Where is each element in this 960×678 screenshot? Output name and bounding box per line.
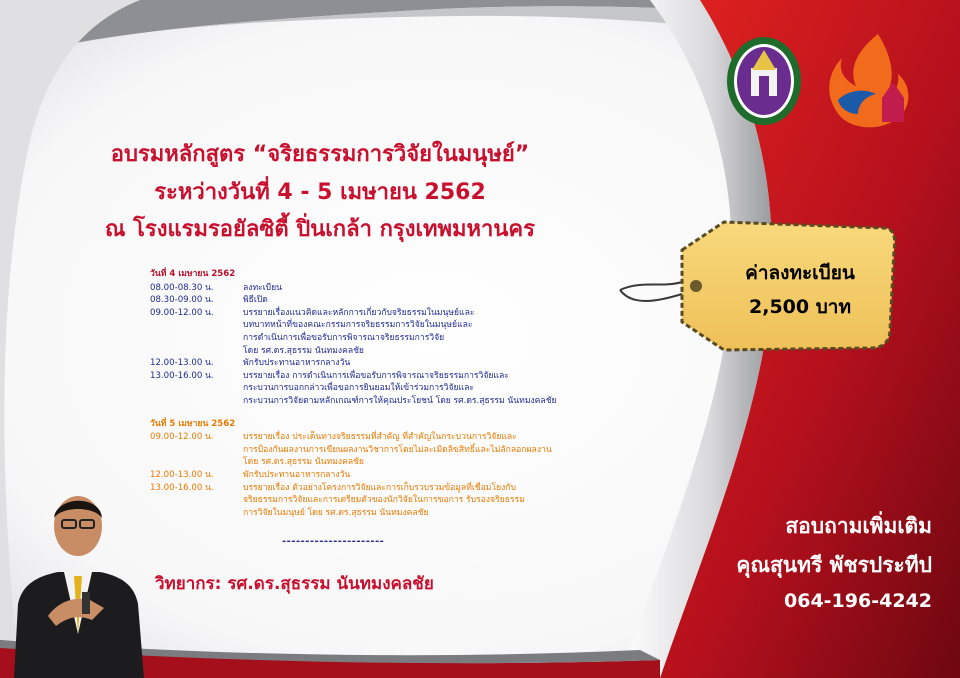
schedule-desc: บรรยายเรื่อง ประเด็นทางจริยธรรมที่สำคัญ ที่สำคัญในกระบวนการวิจัยและ bbox=[243, 432, 517, 443]
schedule-time bbox=[150, 345, 243, 358]
schedule-time: 08.30-09.00 น. bbox=[150, 295, 214, 306]
schedule-time: 12.00-13.00 น. bbox=[150, 469, 214, 480]
title-line-3: ณ โรงแรมรอยัลซิตี้ ปิ่นเกล้า กรุงเทพมหานคร bbox=[105, 217, 535, 242]
university-seal-icon bbox=[726, 36, 802, 126]
day2-label: วันที่ 5 เมษายน 2562 bbox=[150, 418, 236, 429]
schedule-time bbox=[150, 444, 243, 457]
schedule-time bbox=[150, 319, 243, 332]
schedule-row bbox=[150, 431, 670, 444]
schedule-desc: การวิจัยในมนุษย์ โดย รศ.ดร.สุธรรม นันทมงคลชัย bbox=[243, 507, 429, 518]
schedule-row bbox=[150, 357, 670, 370]
schedule-row bbox=[150, 382, 670, 395]
schedule-desc: พิธีเปิด bbox=[243, 295, 268, 306]
schedule-desc: ลงทะเบียน bbox=[243, 282, 283, 293]
divider: ---------------------- bbox=[282, 536, 385, 547]
schedule-time: 13.00-16.00 น. bbox=[150, 482, 214, 493]
schedule-time bbox=[150, 494, 243, 507]
schedule-desc: โดย รศ.ดร.สุธรรม นันทมงคลชัย bbox=[243, 457, 364, 468]
contact-heading: สอบถามเพิ่มเติม bbox=[785, 514, 932, 538]
contact-name: คุณสุนทรี พัชรประทีป bbox=[736, 553, 932, 577]
schedule-time bbox=[150, 395, 243, 408]
schedule-time bbox=[150, 507, 243, 520]
schedule-time: 09.00-12.00 น. bbox=[150, 432, 214, 443]
day2-block bbox=[150, 418, 670, 520]
schedule-desc: บรรยายเรื่อง ตัวอย่างโครงการวิจัยและการเก็บรวบรวมข้อมูลที่เชื่อมโยงกับ bbox=[243, 482, 516, 493]
schedule-row bbox=[150, 456, 670, 469]
schedule-row bbox=[150, 507, 670, 520]
schedule-row bbox=[150, 294, 670, 307]
schedule-time bbox=[150, 456, 243, 469]
schedule-desc: บรรยายเรื่อง การดำเนินการเพื่อขอรับการพิจารณาจริยธรรมการวิจัยและ bbox=[243, 370, 509, 381]
schedule-row bbox=[150, 494, 670, 507]
schedule-desc: โดย รศ.ดร.สุธรรม นันทมงคลชัย bbox=[243, 345, 364, 356]
schedule-desc: บทบาทหน้าที่ของคณะกรรมการจริยธรรมการวิจัยในมนุษย์และ bbox=[243, 320, 473, 331]
schedule-desc: จริยธรรมการวิจัยและการเตรียมตัวของนักวิจัยในการขอการ รับรองจริยธรรม bbox=[243, 495, 525, 506]
schedule-desc: กระบวนการบอกกล่าวเพื่อขอการยินยอมให้เข้าร่วมการวิจัยและ bbox=[243, 383, 474, 394]
schedule-desc: การดำเนินการเพื่อขอรับการพิจารณาจริยธรรมการวิจัย bbox=[243, 332, 445, 343]
schedule-desc: การป้องกันผลงานการเขียนผลงานวิชาการโดยไม่ละเมิดลิขสิทธิ์และไม่ลักลอกผลงาน bbox=[243, 444, 552, 455]
title-line-1: อบรมหลักสูตร “จริยธรรมการวิจัยในมนุษย์” bbox=[110, 142, 530, 167]
schedule-row bbox=[150, 482, 670, 495]
schedule-desc: พักรับประทานอาหารกลางวัน bbox=[243, 358, 351, 369]
schedule-desc: บรรยายเรื่องแนวคิดและหลักการเกี่ยวกับจริยธรรมในมนุษย์และ bbox=[243, 307, 475, 318]
schedule-row bbox=[150, 395, 670, 408]
schedule bbox=[150, 268, 670, 519]
schedule-time: 08.00-08.30 น. bbox=[150, 282, 214, 293]
contact-phone[interactable]: 064-196-4242 bbox=[784, 590, 932, 612]
fee-label: ค่าลงทะเบียน bbox=[745, 262, 855, 284]
schedule-time: 12.00-13.00 น. bbox=[150, 358, 214, 369]
schedule-row bbox=[150, 282, 670, 295]
speaker-name: วิทยากร: รศ.ดร.สุธรรม นันทมงคลชัย bbox=[155, 574, 434, 594]
schedule-row bbox=[150, 307, 670, 320]
schedule-row bbox=[150, 469, 670, 482]
schedule-desc: พักรับประทานอาหารกลางวัน bbox=[243, 469, 351, 480]
schedule-row bbox=[150, 332, 670, 345]
flame-logo-icon bbox=[818, 30, 914, 134]
schedule-time: 13.00-16.00 น. bbox=[150, 370, 214, 381]
speaker-photo bbox=[8, 484, 148, 678]
schedule-row bbox=[150, 444, 670, 457]
day1-label: วันที่ 4 เมษายน 2562 bbox=[150, 269, 236, 279]
day1-block bbox=[150, 268, 670, 408]
schedule-time bbox=[150, 382, 243, 395]
schedule-row bbox=[150, 345, 670, 358]
title-line-2: ระหว่างวันที่ 4 - 5 เมษายน 2562 bbox=[154, 180, 486, 205]
schedule-row bbox=[150, 370, 670, 383]
schedule-desc: กระบวนการวิจัยตามหลักเกณฑ์การให้คุณประโยชน์ โดย รศ.ดร.สุธรรม นันทมงคลชัย bbox=[243, 395, 557, 406]
schedule-row bbox=[150, 319, 670, 332]
schedule-time: 09.00-12.00 น. bbox=[150, 307, 214, 318]
fee-amount: 2,500 บาท bbox=[749, 296, 851, 318]
schedule-time bbox=[150, 332, 243, 345]
